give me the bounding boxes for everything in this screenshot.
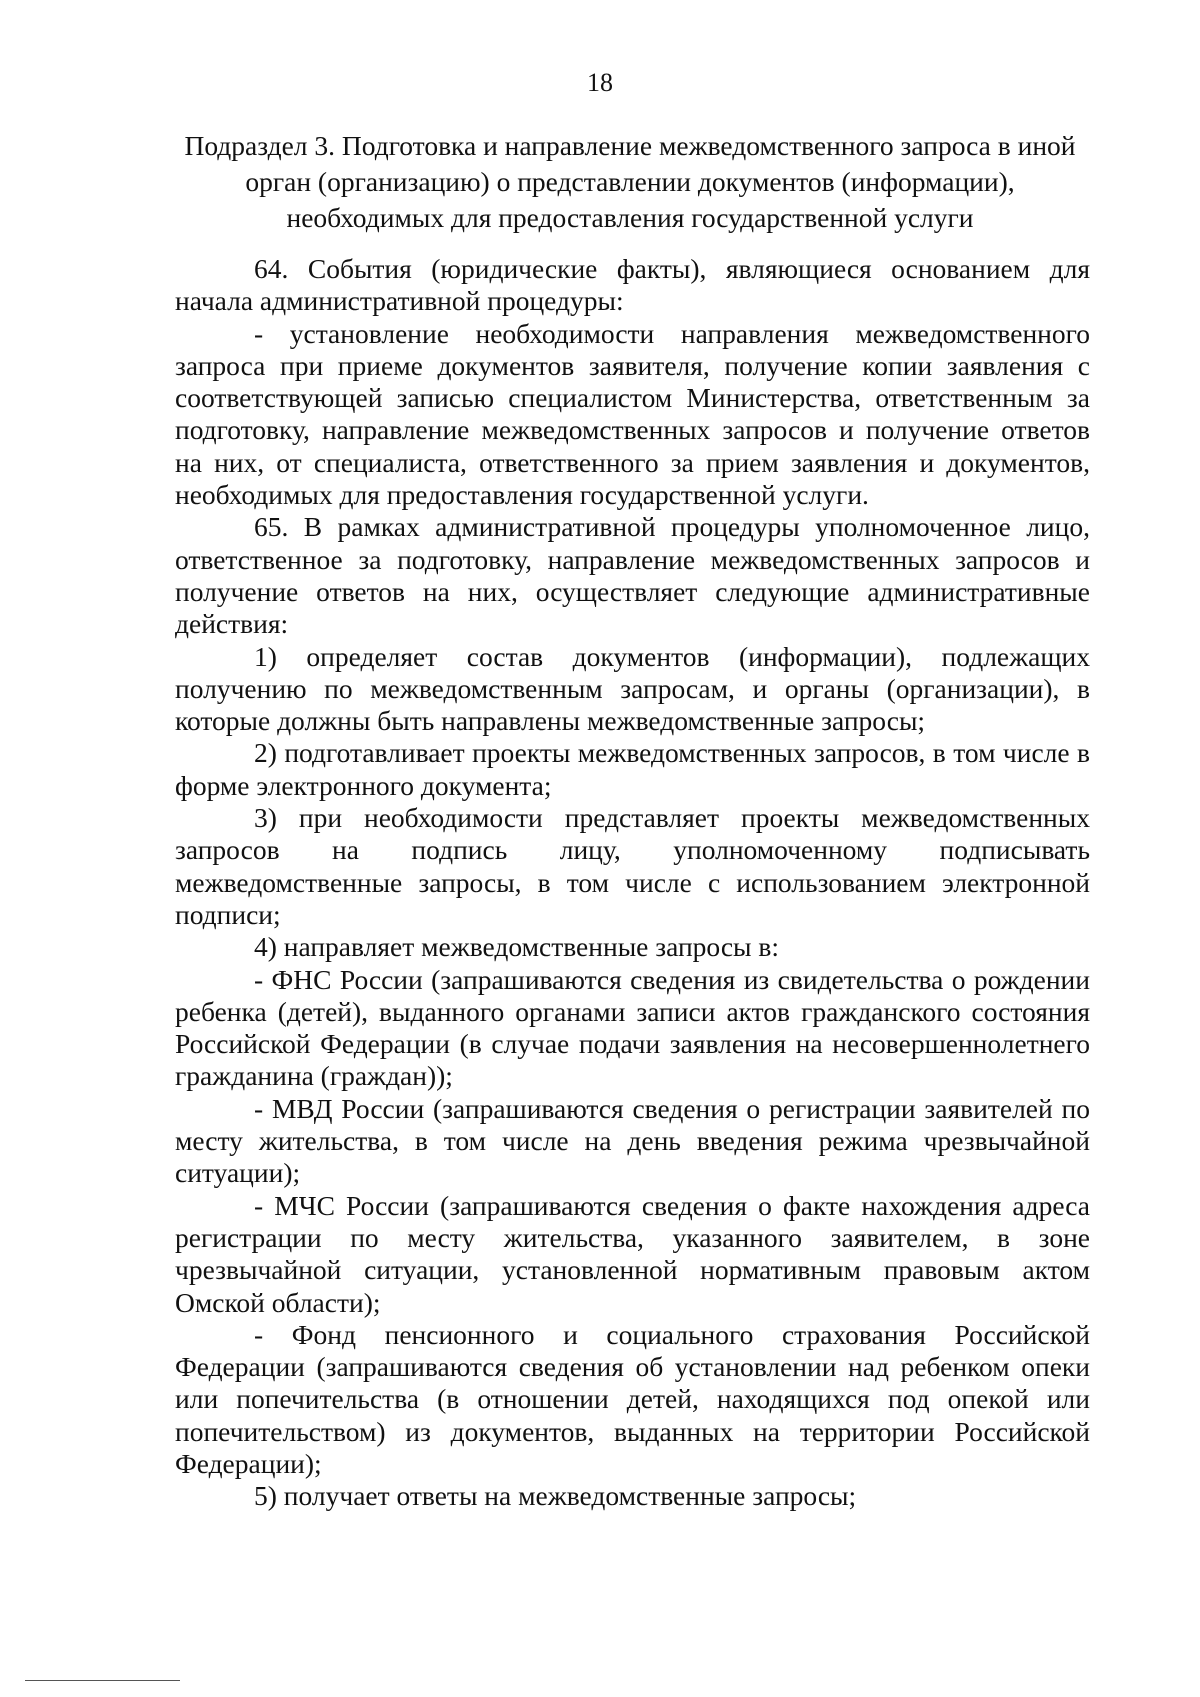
request-sfr: - Фонд пенсионного и социального страхования Российской Федерации (запрашиваются сведения об установлении над ребенком опеки или попечительства (в отношении детей, находящихся под опекой или попечительством) из документов, выданных на территории Российской Федерации); <box>175 1318 1090 1479</box>
paragraph-65: 65. В рамках административной процедуры уполномоченное лицо, ответственное за подготовку, направление межведомственных запросов и получение ответов на них, осуществляет следующие административные действия: <box>175 511 1090 640</box>
action-item-1: 1) определяет состав документов (информации), подлежащих получению по межведомственным запросам, и органы (организации), в которые должны быть направлены межведомственные запросы; <box>175 640 1090 737</box>
action-item-4: 4) направляет межведомственные запросы в: <box>254 931 780 963</box>
action-item-3: 3) при необходимости представляет проекты межведомственных запросов на подпись лицу, уполномоченному подписывать межведомственные запросы, в том числе с использованием электронной подписи; <box>175 802 1090 930</box>
action-item-2: 2) подготавливает проекты межведомственных запросов, в том числе в форме электронного документа; <box>175 737 1090 801</box>
paragraph-64-item: - установление необходимости направления межведомственного запроса при приеме документов заявителя, получение копии заявления с соответствующей записью специалистом Министерства, ответственным за подготовку, направление межведомственных запросов и получение ответов на них, от специалиста, ответственного за прием заявления и документов, необходимых для предоставления государственной услуги. <box>175 317 1090 511</box>
action-item-5: 5) получает ответы на межведомственные запросы; <box>254 1480 857 1512</box>
request-mchs: - МЧС России (запрашиваются сведения о факте нахождения адреса регистрации по месту жительства, указанного заявителем, в зоне чрезвычайной ситуации, установленной нормативным правовым актом Омской области); <box>175 1189 1090 1318</box>
document-body <box>175 253 1090 1513</box>
request-mvd: - МВД России (запрашиваются сведения о регистрации заявителей по месту жительства, в том числе на день введения режима чрезвычайной ситуации); <box>175 1092 1090 1189</box>
page-number: 18 <box>587 68 613 97</box>
subsection-heading: Подраздел 3. Подготовка и направление межведомственного запроса в иной орган (организацию) о представлении документов (информации), необходимых для предоставления государственной услуги <box>184 130 1076 233</box>
paragraph-64: 64. События (юридические факты), являющиеся основанием для начала административной процедуры: <box>175 253 1090 317</box>
footer-rule <box>25 1680 180 1681</box>
request-fns: - ФНС России (запрашиваются сведения из свидетельства о рождении ребенка (детей), выданного органами записи актов гражданского состояния Российской Федерации (в случае подачи заявления на несовершеннолетнего гражданина (граждан)); <box>175 963 1090 1092</box>
